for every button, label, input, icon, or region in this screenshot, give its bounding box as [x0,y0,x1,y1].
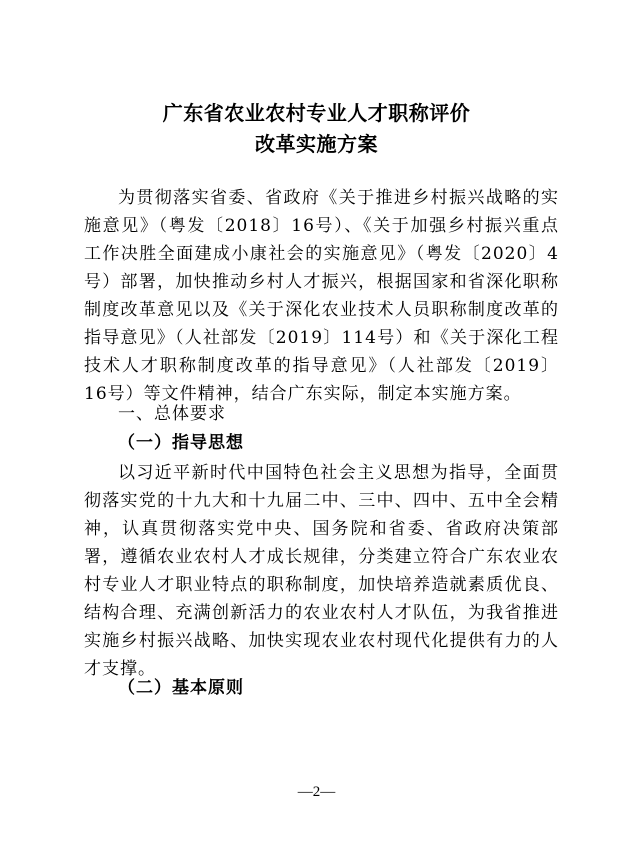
subsection-heading-basic-principles: （二）基本原则 [118,678,244,698]
document-title-line-1: 广东省农业农村专业人才职称评价 [162,101,471,125]
subsection-heading-guiding-ideology: （一）指导思想 [118,433,244,453]
document-title-line-2: 改革实施方案 [255,132,378,156]
guiding-ideology-paragraph: 以习近平新时代中国特色社会主义思想为指导，全面贯彻落实党的十九大和十九届二中、三中、四中、五中全会精神，认真贯彻落实党中央、国务院和省委、省政府决策部署，遵循农业农村人才成长规律，分类建立符合广东农业农村专业人才职业特点的职称制度，加快培养造就素质优良、结构合理、充满创新活力的农业农村人才队伍，为我省推进实施乡村振兴战略、加快实现农业农村现代化提供有力的人才支撑。 [84,463,559,679]
section-heading-general-requirements: 一、总体要求 [118,404,226,424]
page-number: —2— [297,784,336,800]
intro-paragraph: 为贯彻落实省委、省政府《关于推进乡村振兴战略的实施意见》（粤发〔2018〕16号）、《关于加强乡村振兴重点工作决胜全面建成小康社会的实施意见》（粤发〔2020〕4号）部署，加快推动乡村人才振兴，根据国家和省深化职称制度改革意见以及《关于深化农业技术人员职称制度改革的指导意见》（人社部发〔2019〕114号）和《关于深化工程技术人才职称制度改革的指导意见》（人社部发〔2019〕16号）等文件精神，结合广东实际，制定本实施方案。 [84,188,559,404]
